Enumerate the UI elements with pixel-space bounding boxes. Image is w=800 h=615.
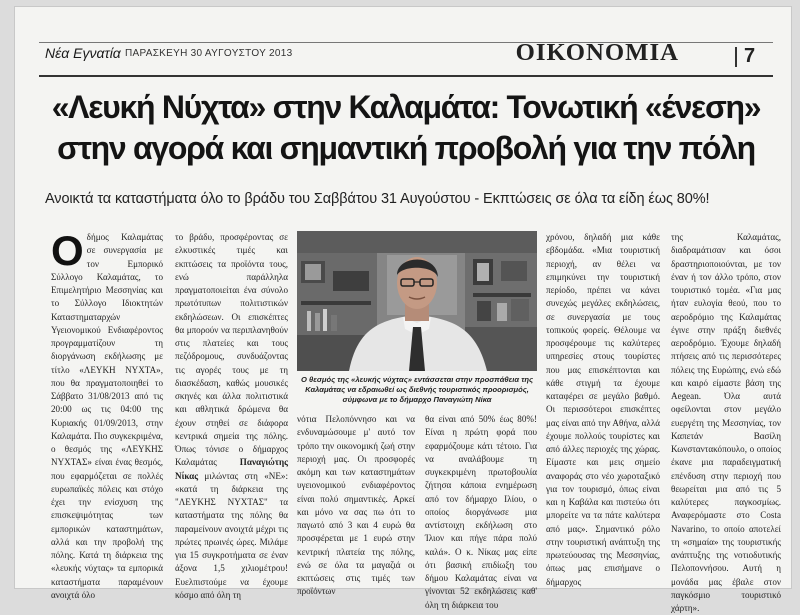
column-1-text: δήμος Καλαμάτας σε συνεργασία με τον Εμπορικό Σύλλογο Καλαμάτας, το Επιμελητήριο Μεσσηνίας και το Σύλλογο Ιδιοκτητών Καταστηματαρχών Υγειονομικού Ενδιαφέροντος προγραμματίζουν τη διοργάνωση εκδήλωσης με τίτλο «ΛΕΥΚΗ ΝΥΧΤΑ», που θα πραγματοποιηθεί το Σάββατο 31/08/2013 από τις 20:00 ως τις 04:00 της Κυριακής 01/09/2013, στην Καλαμάτα. Πιο συγκεκριμένα, ο θεσμός της «ΛΕΥΚΗΣ ΝΥΧΤΑΣ» είναι ένας θεσμός, που εφαρμόζεται σε πολλές ευρωπαϊκές πόλεις και στόχο έχει την ενίσχυση της επισκεψιμότητας των εμπορικών καταστημάτων, αλλά και την προβολή της πόλης. Κατά τη διάρκεια της «λευκής νύχτας» τα εμπορικά καταστήματα παραμένουν ανοιχτά όλο xyxy=(51,232,163,600)
header-rule-bottom xyxy=(39,75,773,77)
title-line-2: στην αγορά και σημαντική προβολή για την πόλη xyxy=(57,130,755,166)
article-column-1 xyxy=(51,227,163,602)
article-column-6: της Καλαμάτας, διαδραμάτισαν και όσοι δραστηριοποιούνται, με τον έναν ή τον άλλο τρόπο, στον τουριστικό τομέα. «Για μας ήταν ευλογία θεού, που το αεροδρόμιο της Καλαμάτας έγινε στην πράξη διεθνές αεροδρόμιο. Έχουμε δηλαδή πτήσεις από τις περισσότερες πόλεις της Ευρώπης, ενώ εδώ και καιρό είμαστε βάση της Aegean. Όλα αυτά οφείλονται στον μεγάλο ευεργέτη της Μεσσηνίας, τον Καπετάν Βασίλη Κωνσταντακόπουλο, ο οποίος έκανε μια παραδειγματική επένδυση στην περιοχή που θεωρείται μια από τις 5 καλύτερες παγκοσμίως. Αναφερόμαστε στο Costa Navarino, το οποίο αποτελεί τη «σημαία» της τουριστικής ανάπτυξης της νοτιοδυτικής Πελοποννήσου. Αυτή η μονάδα μας έβαλε στον παγκόσμιο τουριστικό χάρτη». xyxy=(671,232,781,613)
article-column-4: θα είναι από 50% έως 80%! Είναι η πρώτη φορά που εφαρμόζουμε κάτι τέτοιο. Για να αναλάβουμε τη συγκεκριμένη πρωτοβουλία ζήτησα κάποια ενημέρωση από τον δήμαρχο Ιλίου, ο οποίος διοργάνωσε μια αντίστοιχη εκδήλωση στο Ίλιον και πήγε πάρα πολύ καλά». Ο κ. Νίκας μας είπε ότι βασική επιδίωξη του δήμου Καλαμάτας είναι να γίνονται 52 εκδηλώσεις καθ' όλη τη διάρκεια του xyxy=(425,414,537,610)
mayor-photo xyxy=(297,231,537,371)
article-subtitle: Ανοικτά τα καταστήματα όλο το βράδυ του Σαββάτου 31 Αυγούστου - Εκπτώσεις σε όλα τα είδη έως 80%! xyxy=(45,191,710,207)
article-column-5: χρόνου, δηλαδή μια κάθε εβδομάδα. «Μια τουριστική περιοχή, αν θέλει να επιμηκύνει την τουριστική περίοδο, πρέπει να κάνει συνεχώς μεγάλες εκδηλώσεις, σε συνεργασία με τους τοπικούς φορείς. Θέλουμε να προσφέρουμε τις καλύτερες υπηρεσίες στους τουρίστες που μας επισκέπτονται και κάθε στιγμή τα έχουμε καταφέρει σε μεγάλο βαθμό. Οι περισσότεροι επισκέπτες μας είναι από την Αθήνα, αλλά έχουμε πολλούς τουρίστες και από άλλες περιοχές της χώρας. Είμαστε και μεις σημείο αναφοράς στο νέο χωροταξικό για τον τουρισμό, όπως είναι και η Καβάλα και πιστεύω ότι μπορείτε να τα πάτε καλύτερα από μας». Σημαντικό ρόλο στην τουριστική ανάπτυξη της πρωτεύουσας της Μεσσηνίας, όπως μας επισήμανε ο δήμαρχος xyxy=(546,232,660,587)
column-2-text-b: μιλώντας στη «ΝΕ»: «κατά τη διάρκεια της "ΛΕΥΚΗΣ ΝΥΧΤΑΣ" τα καταστήματα της πόλης θα παραμείνουν ανοιχτά μέχρι τις πρώτες πρωινές ώρες. Μιλάμε για 15 συγκροτήματα σε έναν άξονα 1,5 χιλιομέτρου! Ευελπιστούμε να έχουμε κόσμο από όλη τη xyxy=(175,470,288,600)
column-2-text-a: το βράδυ, προσφέροντας σε ελκυστικές τιμές και εκπτώσεις τα προϊόντα τους, ενώ παράλληλα πραγματοποιείται ένα σύνολο πρωτότυπων πολιτιστικών εκδηλώσεων. Οι επισκέπτες θα μπορούν να περιπλανηθούν στις πλατείες και τους πεζόδρομους, συνδυάζοντας τις αγορές τους με τη διασκέδαση, καθώς μουσικές σκηνές και άλλα πολιτιστικά και αθλητικά δρώμενα θα έχουν στηθεί σε διάφορα κεντρικά σημεία της πόλης. Όπως τόνισε ο δήμαρχος Καλαμάτας xyxy=(175,232,288,468)
section-title: ΟΙΚΟΝΟΜΙΑ xyxy=(515,40,680,66)
mayor-name: Παναγιώτης Νίκας xyxy=(175,457,288,481)
newspaper-page xyxy=(14,6,792,613)
publication-name: Νέα Εγνατία xyxy=(45,45,121,61)
page-number: 7 xyxy=(744,45,756,67)
issue-date: ΠΑΡΑΣΚΕΥΗ 30 ΑΥΓΟΥΣΤΟΥ 2013 xyxy=(125,48,293,59)
photo-caption: Ο θεσμός της «λευκής νύχτας» εντάσσεται στην προσπάθεια της Καλαμάτας να εδραιωθεί ως διεθνής τουριστικός προορισμός, σύμφωνα με το δήμαρχο Παναγιώτη Νίκα xyxy=(300,375,534,404)
drop-cap: Ο xyxy=(51,227,84,274)
article-title xyxy=(43,87,769,169)
article-column-3: νότια Πελοπόννησο και να ενδυναμώσουμε μ' αυτό τον τρόπο την οικονομική ζωή στην περιοχή μας. Οι προσφορές ακόμη και των καταστημάτων υγειονομικού ενδιαφέροντος είναι πολύ σημαντικές. Αρκεί και μόνο να σας πω ότι το παγωτό από 3 και 4 ευρώ θα προσφέρεται με 1 ευρώ στην κεντρική πλατεία της πόλης, ενώ σε όλα τα μαγαζιά οι εκπτώσεις στις τιμές των προϊόντων xyxy=(297,414,415,597)
title-line-1: «Λευκή Νύχτα» στην Καλαμάτα: Τονωτική «ένεση» xyxy=(51,89,761,125)
article-column-2 xyxy=(175,231,288,602)
header-divider xyxy=(735,47,737,67)
